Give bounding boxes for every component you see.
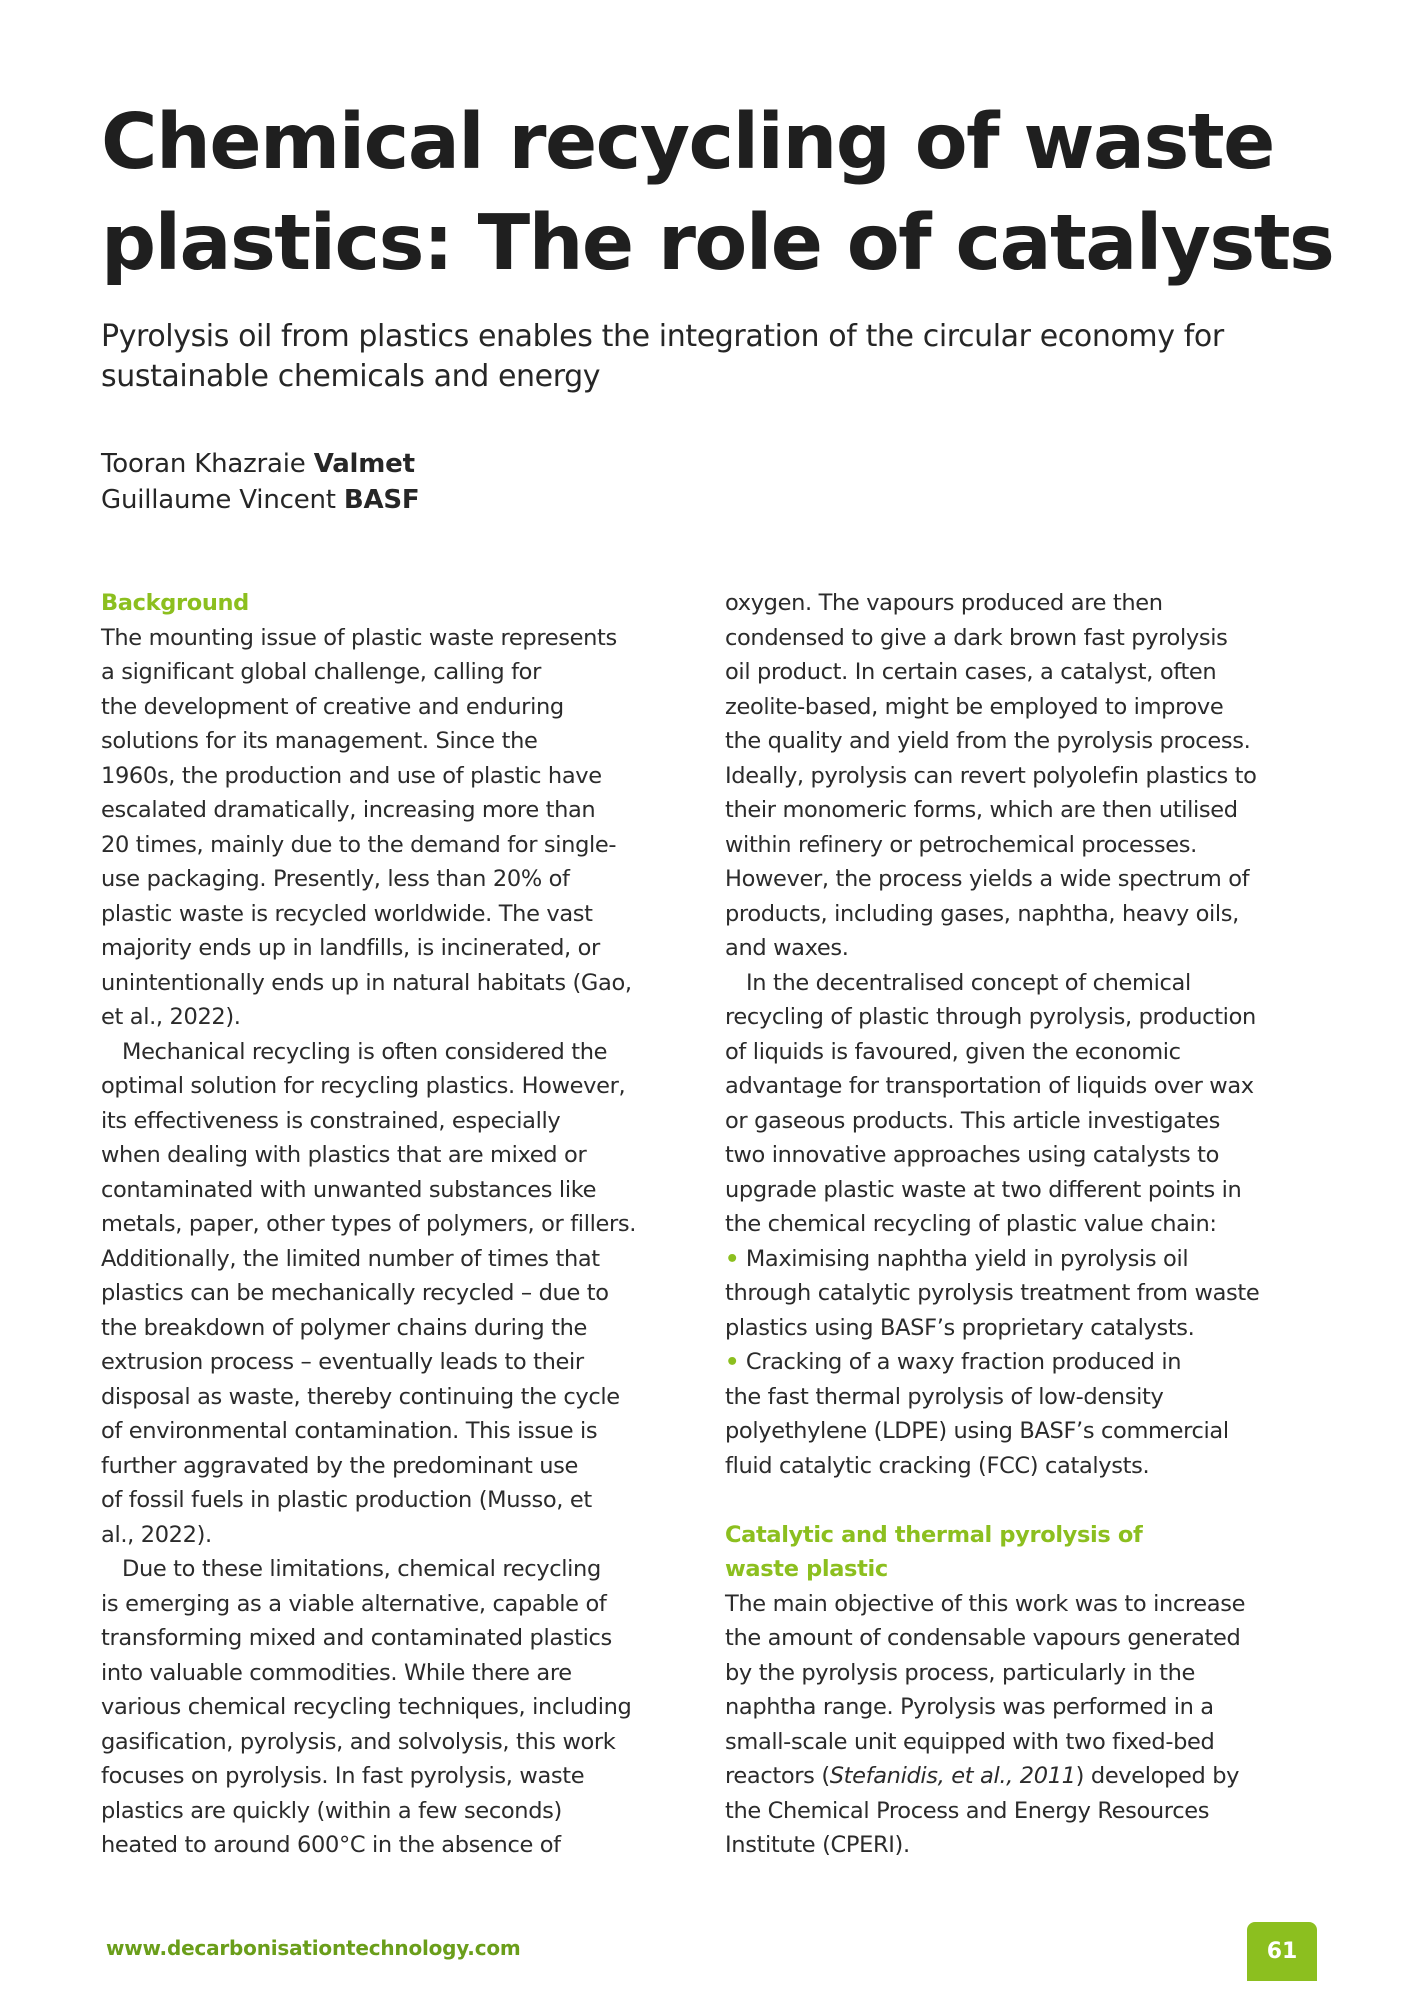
- bullet-icon: •: [725, 1349, 740, 1375]
- body-line: products, including gases, naphtha, heavy oils,: [725, 900, 1239, 927]
- body-line: solutions for its management. Since the: [101, 728, 538, 754]
- bullet-text: Cracking of a waxy fraction produced in: [745, 1349, 1182, 1375]
- right-column-body: [725, 586, 1325, 1242]
- body-line: their monomeric forms, which are then utilised: [725, 797, 1238, 823]
- body-line: into valuable commodities. While there are: [101, 1659, 572, 1686]
- body-line: gasification, pyrolysis, and solvolysis, this work: [101, 1728, 616, 1755]
- body-line: recycling of plastic through pyrolysis, production: [725, 1004, 1256, 1030]
- article-title: [101, 92, 1341, 294]
- body-line: naphtha range. Pyrolysis was performed in a: [725, 1694, 1214, 1720]
- body-line: the amount of condensable vapours generated: [725, 1625, 1241, 1651]
- body-line: the Chemical Process and Energy Resources: [725, 1797, 1210, 1824]
- body-line: Additionally, the limited number of times that: [101, 1245, 600, 1272]
- body-line: and waxes.: [725, 935, 849, 961]
- body-line: two innovative approaches using catalysts to: [725, 1142, 1220, 1168]
- bullet-item-line: [725, 1242, 1325, 1277]
- body-line: by the pyrolysis process, particularly in the: [725, 1659, 1195, 1686]
- author: [101, 482, 801, 518]
- section-heading-background: Background: [101, 590, 249, 616]
- ref-text: ) developed by: [1075, 1763, 1240, 1789]
- bullet-item-line: [725, 1311, 1325, 1346]
- body-line: optimal solution for recycling plastics. However,: [101, 1073, 626, 1099]
- author-name: Tooran Khazraie: [101, 449, 306, 479]
- bullet-text: polyethylene (LDPE) using BASF’s commercial: [725, 1418, 1229, 1444]
- right-column: [725, 586, 1325, 1863]
- bullet-item-line: [725, 1449, 1325, 1484]
- body-line: condensed to give a dark brown fast pyrolysis: [725, 624, 1228, 651]
- bullet-text: Maximising naphtha yield in pyrolysis oil: [745, 1245, 1189, 1272]
- section-heading-pyrolysis: waste plastic: [725, 1556, 888, 1582]
- right-column-body: [725, 1587, 1325, 1760]
- body-line: extrusion process – eventually leads to their: [101, 1349, 584, 1375]
- bullet-text: fluid catalytic cracking (FCC) catalysts.: [725, 1452, 1150, 1479]
- body-line: contaminated with unwanted substances like: [101, 1176, 597, 1203]
- body-line: Ideally, pyrolysis can revert polyolefin plastics to: [725, 762, 1257, 789]
- bullet-icon: •: [725, 1245, 740, 1272]
- body-line: of environmental contamination. This issue is: [101, 1418, 598, 1444]
- bullet-item-line: [725, 1345, 1325, 1380]
- body-line: 20 times, mainly due to the demand for single-: [101, 831, 617, 858]
- body-line: when dealing with plastics that are mixed or: [101, 1142, 587, 1168]
- section-heading-pyrolysis: Catalytic and thermal pyrolysis of: [725, 1521, 1143, 1548]
- body-line: al., 2022).: [101, 1521, 212, 1548]
- body-line: oil product. In certain cases, a catalyst, often: [725, 659, 1217, 685]
- ref-text: reactors (: [725, 1763, 830, 1789]
- body-line: various chemical recycling techniques, including: [101, 1694, 632, 1720]
- body-line: plastic waste is recycled worldwide. The vast: [101, 900, 593, 927]
- body-line: advantage for transportation of liquids over wax: [725, 1073, 1254, 1099]
- bullet-text: plastics using BASF’s proprietary catalysts.: [725, 1314, 1195, 1341]
- body-line: metals, paper, other types of polymers, or fillers.: [101, 1211, 637, 1237]
- author-list: [101, 446, 801, 518]
- subtitle-line: Pyrolysis oil from plastics enables the integration of the circular economy for: [101, 319, 1224, 354]
- bullet-item-line: [725, 1276, 1325, 1311]
- title-line: Chemical recycling of waste: [101, 98, 1274, 187]
- body-line: within refinery or petrochemical processes.: [725, 831, 1197, 858]
- body-line: However, the process yields a wide spectrum of: [725, 866, 1250, 892]
- body-line: Due to these limitations, chemical recycling: [122, 1556, 601, 1582]
- body-line: Mechanical recycling is often considered the: [122, 1038, 608, 1065]
- author-name: Guillaume Vincent: [101, 485, 336, 515]
- bullet-text: through catalytic pyrolysis treatment from waste: [725, 1280, 1260, 1306]
- body-line: small-scale unit equipped with two fixed-bed: [725, 1728, 1215, 1755]
- body-line: the chemical recycling of plastic value chain:: [725, 1211, 1217, 1237]
- bullet-item-line: [725, 1414, 1325, 1449]
- body-line: plastics are quickly (within a few seconds): [101, 1797, 562, 1824]
- body-line: et al., 2022).: [101, 1004, 241, 1030]
- body-line: zeolite-based, might be employed to improve: [725, 693, 1224, 720]
- right-column-body: [725, 1794, 1325, 1863]
- title-line: plastics: The role of catalysts: [101, 199, 1334, 288]
- body-line: a significant global challenge, calling for: [101, 659, 541, 685]
- body-line: focuses on pyrolysis. In fast pyrolysis, waste: [101, 1763, 585, 1789]
- left-column-body: [101, 621, 701, 1863]
- body-line: oxygen. The vapours produced are then: [725, 590, 1163, 616]
- body-line: the development of creative and enduring: [101, 693, 564, 720]
- body-line: its effectiveness is constrained, especially: [101, 1107, 561, 1134]
- body-line: escalated dramatically, increasing more than: [101, 797, 596, 823]
- body-line: disposal as waste, thereby continuing the cycle: [101, 1383, 620, 1410]
- body-line: plastics can be mechanically recycled – due to: [101, 1280, 609, 1306]
- body-line: of fossil fuels in plastic production (Musso, et: [101, 1487, 592, 1513]
- citation: Stefanidis, et al., 2011: [829, 1763, 1076, 1789]
- body-line: unintentionally ends up in natural habitats (Gao,: [101, 969, 632, 996]
- body-line: the breakdown of polymer chains during the: [101, 1314, 588, 1341]
- section-spacer: [725, 1483, 1325, 1518]
- article-subtitle: [101, 317, 1341, 397]
- body-line: further aggravated by the predominant use: [101, 1452, 579, 1479]
- body-line: transforming mixed and contaminated plastics: [101, 1625, 612, 1651]
- subtitle-line: sustainable chemicals and energy: [101, 359, 601, 394]
- body-line: majority ends up in landfills, is incinerated, or: [101, 935, 600, 961]
- body-line: In the decentralised concept of chemical: [746, 969, 1191, 996]
- body-line: The mounting issue of plastic waste represents: [101, 624, 617, 651]
- bullet-item-line: [725, 1380, 1325, 1415]
- bullet-list: [725, 1242, 1325, 1484]
- author-org: Valmet: [313, 449, 415, 479]
- body-line: heated to around 600°C in the absence of: [101, 1832, 561, 1858]
- author-org: BASF: [343, 485, 420, 515]
- body-line: use packaging. Presently, less than 20% of: [101, 866, 570, 892]
- body-line: the quality and yield from the pyrolysis process.: [725, 728, 1251, 754]
- left-column: [101, 586, 701, 1863]
- body-line: upgrade plastic waste at two different points in: [725, 1176, 1242, 1203]
- body-line: [725, 1759, 1325, 1794]
- body-line: 1960s, the production and use of plastic have: [101, 762, 602, 789]
- body-line: is emerging as a viable alternative, capable of: [101, 1590, 607, 1617]
- page-number: 61: [1247, 1922, 1317, 1981]
- body-line: Institute (CPERI).: [725, 1832, 910, 1858]
- body-line: or gaseous products. This article investigates: [725, 1107, 1220, 1134]
- footer-website-link[interactable]: www.decarbonisationtechnology.com: [106, 1936, 521, 1960]
- body-line: of liquids is favoured, given the economic: [725, 1038, 1181, 1065]
- bullet-text: the fast thermal pyrolysis of low-density: [725, 1383, 1164, 1410]
- author: [101, 446, 801, 482]
- body-line: The main objective of this work was to increase: [725, 1590, 1246, 1617]
